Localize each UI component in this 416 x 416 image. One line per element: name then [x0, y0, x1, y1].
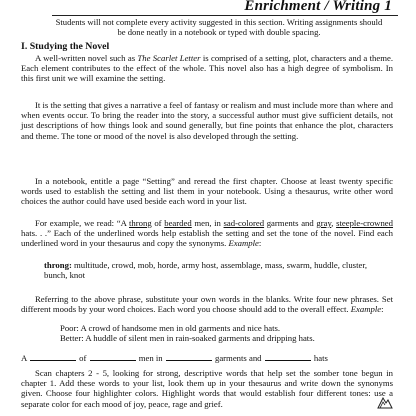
- paragraph-setting: It is the setting that gives a narrative a feel of fantasy or realism and must include more than where and when events occur. To bring the reader into the story, a successful author must give sufficient details, not just descriptions of how things look and sound generally, but fine points that enhance the plot, characters and theme. The tone or mood of the novel is also developed through the setting.: [21, 100, 393, 141]
- fill-word: men in: [138, 353, 163, 363]
- section-heading: I. Studying the Novel: [21, 41, 110, 52]
- p4-text: For example, we read: “A: [35, 218, 130, 228]
- blank-line[interactable]: [265, 352, 311, 361]
- paragraph-notebook-task: In a notebook, entitle a page “Setting” and reread the first chapter. Choose at least twenty specific words used to establish the setting and list them in your notebook. Using a thesaurus, write other word choices the author could have used beside each word in your list.: [21, 176, 393, 207]
- novel-title: The Scarlet Letter: [137, 53, 201, 63]
- fill-word: garments and: [214, 353, 262, 363]
- p5-text: Referring to the above phrase, substitute your own words in the blanks. Write four new phrases. Set different moods by your word choices. Each word you choose should add to the overall effect.: [21, 294, 393, 315]
- underlined-word: steeple-crowned: [336, 218, 394, 228]
- example-label: Example: [228, 238, 259, 249]
- synonym-entry: [44, 260, 384, 280]
- blank-line[interactable]: [166, 352, 212, 361]
- example-label: Example: [350, 304, 382, 315]
- paragraph-substitute: Referring to the above phrase, substitute your own words in the blanks. Write four new phrases. Set different moods by your word choices. Each word you choose should add to the overall effect. Example:: [21, 294, 393, 315]
- p1-text-b: is comprised of a setting, plot, characters and a theme. Each element contributes to the effect of the whole. This novel also has a high degree of symbolism. In this first unit we will examine the setting.: [21, 53, 394, 84]
- fill-word: hats: [313, 353, 328, 363]
- p4-text: ,: [331, 218, 337, 228]
- fill-word: A: [21, 353, 27, 363]
- synonym-term: throng:: [44, 260, 72, 270]
- header-rule: [52, 15, 398, 16]
- p4-text: men, in: [191, 218, 224, 228]
- p4-text: of: [151, 218, 165, 228]
- p4-text: hats. . .” Each of the underlined words help establish the setting and set the tone of the novel. Find each underlined word in your thesaurus and copy the synonyms.: [21, 228, 393, 249]
- example-poor: Poor: A crowd of handsome men in old garments and nice hats.: [60, 323, 281, 333]
- paragraph-example: For example, we read: “A throng of bearded men, in sad-colored garments and gray, steeple-crowned hats. . .” Each of the underlined words help establish the setting and set the tone of the novel. Find each underlined word in your thesaurus and copy the synonyms. Example:: [21, 218, 394, 249]
- blank-line[interactable]: [90, 352, 136, 361]
- paragraph-scan-chapters: Scan chapters 2 - 5, looking for strong, descriptive words that help set the somber tone begun in chapter 1. Add these words to your list, look them up in your thesaurus and write down the synonyms given. Choose four highlighter colors. Highlight words that would establish four different tones: use a separate color for each mood of joy, peace, rage and grief.: [21, 368, 393, 409]
- p1-text-a: A well-written novel such as: [35, 53, 138, 63]
- example-better: Better: A huddle of silent men in rain-soaked garments and dripping hats.: [60, 333, 315, 343]
- fill-word: of: [79, 353, 87, 363]
- fill-in-phrase: [21, 352, 393, 364]
- p4-text: garments and: [264, 218, 317, 228]
- blank-line[interactable]: [30, 352, 76, 361]
- synonym-list: multitude, crowd, mob, horde, army host, assemblage, mass, swarm, huddle, cluster, bunch, knot: [44, 260, 368, 281]
- underlined-word: bearded: [164, 218, 192, 228]
- underlined-word: sad-colored: [223, 218, 265, 228]
- underlined-word: gray: [316, 218, 332, 228]
- publisher-logo: [376, 394, 394, 412]
- header-title: Enrichment / Writing 1: [244, 0, 392, 14]
- underlined-word: throng: [129, 218, 152, 228]
- intro-note: Students will not complete every activity suggested in this section. Writing assignments should be done neatly in a notebook or typed with double spacing.: [55, 17, 383, 37]
- paragraph-novel-elements: [21, 53, 393, 84]
